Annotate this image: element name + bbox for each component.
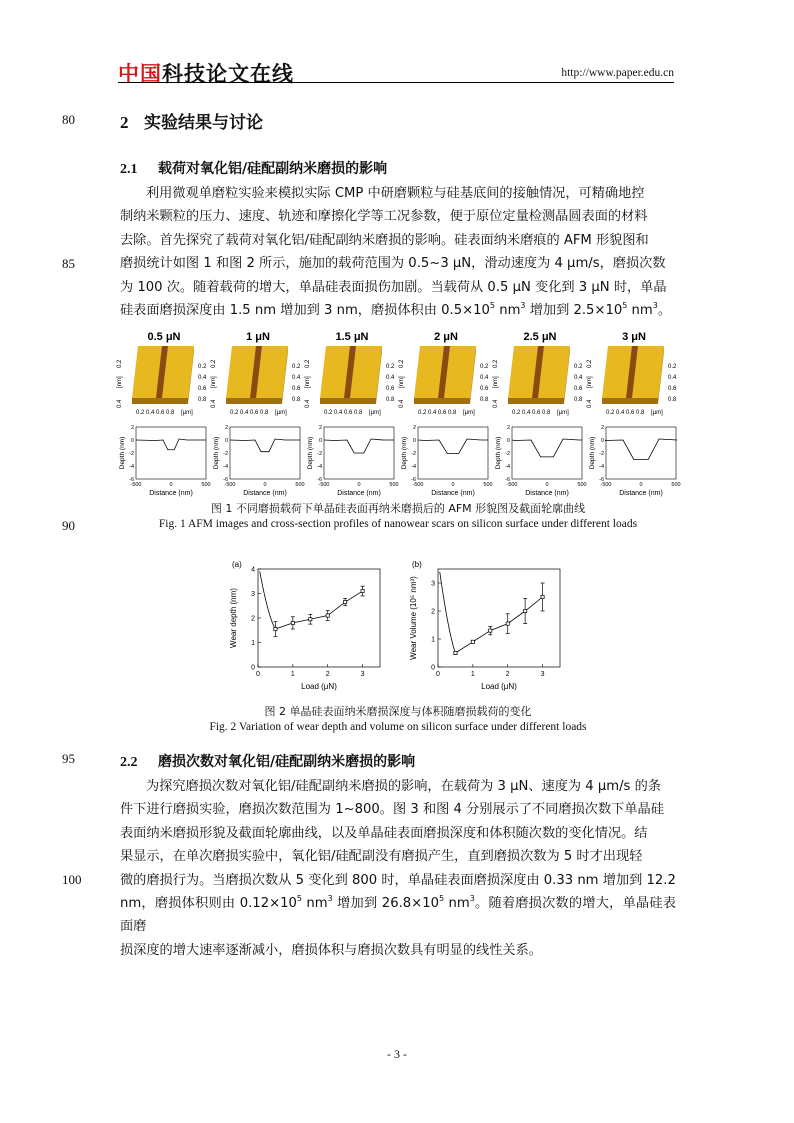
profile-y-tick-label: -4: [223, 464, 228, 470]
profile-y-tick-label: -6: [505, 477, 510, 483]
profile-x-tick-label: 500: [483, 482, 493, 488]
afm-bottom-unit: [μm]: [181, 410, 193, 416]
profile-frame: [606, 427, 676, 479]
afm-right-tick-label: 0.2: [198, 364, 207, 370]
profile-y-tick-label: 0: [506, 438, 510, 444]
afm-right-tick-label: 0.2: [480, 364, 489, 370]
afm-front-face: [320, 398, 376, 404]
afm-left-tick-label: 0.4: [117, 399, 123, 408]
afm-bottom-tick-label: 0.6: [626, 410, 635, 416]
profile-x-tick-label: 0: [639, 482, 643, 488]
chart-y-label: Wear depth (nm): [229, 588, 238, 648]
afm-left-tick-label: 0.4: [305, 399, 311, 408]
chart-data-point: [524, 609, 527, 612]
afm-bottom-tick-label: 0.2: [606, 410, 615, 416]
chart-y-tick-label: 3: [431, 580, 435, 588]
afm-bottom-unit: [μm]: [651, 410, 663, 416]
paragraph-2-2: 为探究磨损次数对氧化铝/硅配副纳米磨损的影响，在载荷为 3 μN、速度为 4 μm/s 的条 件下进行磨损实验，磨损次数范围为 1~800。图 3 和图 4 分别展示了不同磨损次数下单晶硅 表面纳米磨损形貌及截面轮廓曲线，以及单晶硅表面磨损深度和体积随次数的变化情况。结 果显示，在单次磨损实验中，氧化铝/硅配副没有磨损产生，直到磨损次数为 5 时才出现轻 微的磨损行为。当磨损次数从 5 变化到 800 时，单晶硅表面磨损深度由 0.33 nm 增加到 12.2 nm，磨损体积则由 $0.12\times 10^5$ $nm^3$ 增加到 $26.8\times 10^5$ $nm^3$。随着磨损次数的增大，单晶硅表面磨 损深度的增大速率逐渐减小，磨损体积与磨损次数具有明显的线性关系。: [120, 779, 676, 958]
chart-data-point: [489, 629, 492, 632]
chart-y-tick-label: 2: [251, 615, 255, 623]
chart-data-point: [326, 614, 329, 617]
line-number: 95: [62, 751, 75, 766]
profile-x-tick-label: 0: [357, 482, 361, 488]
figure-1-caption-en: Fig. 1 AFM images and cross-section profiles of nanowear scars on silicon surface under different loads: [158, 518, 638, 530]
afm-left-tick-label: 0.2: [399, 359, 405, 368]
chart-x-tick-label: 3: [540, 671, 545, 678]
line-number: 80: [62, 112, 75, 127]
afm-right-tick-label: 0.8: [480, 397, 489, 403]
afm-right-tick-label: 0.2: [668, 364, 677, 370]
afm-bottom-tick-label: 0.6: [532, 410, 541, 416]
profile-y-tick-label: 2: [412, 425, 416, 431]
afm-front-face: [602, 398, 658, 404]
profile-y-tick-label: -2: [317, 451, 322, 457]
afm-right-tick-label: 0.8: [574, 397, 583, 403]
chart-x-label: Load (μN): [301, 682, 337, 691]
profile-x-label: Distance (nm): [525, 490, 569, 497]
afm-left-unit: [nm]: [399, 376, 405, 388]
line-number: 85: [62, 256, 75, 271]
profile-y-tick-label: -4: [505, 464, 510, 470]
afm-bottom-tick-label: 0.2: [136, 410, 145, 416]
profile-y-tick-label: -6: [129, 477, 134, 483]
afm-left-tick-label: 0.2: [211, 359, 217, 368]
afm-load-label: 1 μN: [246, 331, 270, 343]
afm-right-tick-label: 0.4: [480, 375, 489, 381]
chart-y-tick-label: 2: [431, 608, 435, 616]
profile-x-tick-label: 500: [577, 482, 587, 488]
afm-front-face: [414, 398, 470, 404]
chart-data-point: [506, 622, 509, 625]
profile-x-tick-label: -500: [412, 482, 424, 488]
afm-left-tick-label: 0.4: [211, 399, 217, 408]
afm-left-tick-label: 0.4: [493, 399, 499, 408]
profile-y-label: Depth (nm): [307, 436, 314, 470]
chart-y-label: Wear Volume (10⁵ nm³): [409, 576, 418, 660]
chart-x-tick-label: 0: [256, 671, 260, 678]
chart-x-tick-label: 2: [505, 671, 510, 678]
afm-right-tick-label: 0.2: [386, 364, 395, 370]
afm-right-tick-label: 0.4: [198, 375, 207, 381]
chart-data-point: [274, 627, 277, 630]
profile-x-label: Distance (nm): [619, 490, 663, 497]
chart-y-tick-label: 4: [251, 566, 255, 574]
afm-right-tick-label: 0.6: [198, 386, 207, 392]
afm-front-face: [132, 398, 188, 404]
profile-y-tick-label: -6: [317, 477, 322, 483]
afm-bottom-tick-label: 0.2: [418, 410, 427, 416]
profile-y-tick-label: 2: [318, 425, 322, 431]
afm-bottom-tick-label: 0.2: [512, 410, 521, 416]
profile-y-tick-label: -4: [129, 464, 134, 470]
profile-curve: [605, 439, 677, 460]
line-number: 100: [62, 872, 82, 887]
profile-y-tick-label: -2: [411, 451, 416, 457]
chart-panel-label: (a): [232, 560, 242, 569]
chart-x-tick-label: 0: [436, 671, 440, 678]
profile-x-tick-label: -500: [224, 482, 236, 488]
site-logo: 中国科技论文在线: [118, 62, 294, 86]
chart-x-tick-label: 3: [360, 671, 365, 678]
profile-curve: [230, 439, 300, 452]
afm-bottom-tick-label: 0.4: [428, 410, 437, 416]
afm-bottom-tick-label: 0.2: [230, 410, 239, 416]
profile-x-tick-label: 0: [169, 482, 173, 488]
profile-y-tick-label: 0: [318, 438, 322, 444]
afm-bottom-tick-label: 0.6: [250, 410, 259, 416]
figure-2-caption-en: Fig. 2 Variation of wear depth and volume on silicon surface under different loads: [209, 721, 587, 733]
profile-x-label: Distance (nm): [243, 490, 287, 497]
chart-x-tick-label: 2: [325, 671, 330, 678]
afm-left-tick-label: 0.4: [587, 399, 593, 408]
afm-bottom-tick-label: 0.6: [438, 410, 447, 416]
profile-y-tick-label: 2: [130, 425, 134, 431]
profile-curve: [324, 439, 394, 453]
afm-bottom-tick-label: 0.2: [324, 410, 333, 416]
afm-bottom-tick-label: 0.4: [240, 410, 249, 416]
afm-left-tick-label: 0.2: [493, 359, 499, 368]
chart-data-point: [361, 589, 364, 592]
profile-y-tick-label: 0: [130, 438, 134, 444]
afm-right-tick-label: 0.4: [292, 375, 301, 381]
afm-bottom-tick-label: 0.6: [156, 410, 165, 416]
profile-frame: [512, 427, 582, 479]
profile-y-tick-label: 0: [224, 438, 228, 444]
afm-right-tick-label: 0.8: [198, 397, 207, 403]
afm-right-tick-label: 0.2: [574, 364, 583, 370]
chart-y-tick-label: 1: [251, 640, 255, 647]
afm-left-unit: [nm]: [493, 376, 499, 388]
figure-1-caption-cn: 图 1 不同磨损载荷下单晶硅表面再纳米磨损后的 AFM 形貌图及截面轮廓曲线: [210, 502, 586, 515]
profile-y-tick-label: -2: [599, 451, 604, 457]
afm-right-tick-label: 0.2: [292, 364, 301, 370]
profile-curve: [136, 439, 206, 450]
afm-right-tick-label: 0.6: [668, 386, 677, 392]
afm-right-tick-label: 0.8: [386, 397, 395, 403]
chart-data-point: [454, 651, 457, 654]
profile-x-label: Distance (nm): [337, 490, 381, 497]
afm-left-unit: [nm]: [587, 376, 593, 388]
chart-data-point: [541, 595, 544, 598]
chart-x-tick-label: 1: [290, 671, 295, 678]
profile-y-tick-label: 2: [506, 425, 510, 431]
afm-front-face: [226, 398, 282, 404]
afm-bottom-tick-label: 0.8: [260, 410, 269, 416]
profile-y-tick-label: -2: [505, 451, 510, 457]
profile-x-tick-label: -500: [600, 482, 612, 488]
afm-left-tick-label: 0.2: [587, 359, 593, 368]
line-number: 90: [62, 518, 75, 533]
afm-bottom-tick-label: 0.4: [146, 410, 155, 416]
afm-bottom-unit: [μm]: [557, 410, 569, 416]
afm-bottom-tick-label: 0.4: [522, 410, 531, 416]
afm-left-tick-label: 0.2: [305, 359, 311, 368]
profile-y-label: Depth (nm): [401, 436, 408, 470]
afm-right-tick-label: 0.8: [292, 397, 301, 403]
afm-load-label: 2.5 μN: [523, 331, 557, 343]
chart-frame: [258, 569, 380, 667]
afm-load-label: 1.5 μN: [335, 331, 369, 343]
profile-y-tick-label: 0: [600, 438, 604, 444]
profile-x-tick-label: -500: [506, 482, 518, 488]
chart-data-point: [291, 621, 294, 624]
figure-2-caption-cn: 图 2 单晶硅表面纳米磨损深度与体积随磨损载荷的变化: [264, 705, 532, 718]
profile-curve: [512, 439, 582, 457]
subsection-heading-2-1: 2.1 载荷对氧化铝/硅配副纳米磨损的影响: [120, 161, 388, 177]
chart-x-label: Load (μN): [481, 682, 517, 691]
profile-x-tick-label: 500: [201, 482, 211, 488]
profile-frame: [230, 427, 300, 479]
header-rule: [118, 82, 674, 83]
chart-y-tick-label: 1: [431, 636, 435, 644]
profile-y-tick-label: -2: [129, 451, 134, 457]
afm-bottom-tick-label: 0.8: [542, 410, 551, 416]
chart-y-tick-label: 0: [251, 664, 255, 672]
chart-series-line: [440, 572, 543, 653]
afm-bottom-tick-label: 0.8: [354, 410, 363, 416]
figure-2: [222, 557, 584, 697]
afm-bottom-tick-label: 0.4: [334, 410, 343, 416]
chart-data-point: [309, 618, 312, 621]
afm-right-tick-label: 0.6: [574, 386, 583, 392]
profile-x-tick-label: -500: [130, 482, 142, 488]
afm-right-tick-label: 0.6: [480, 386, 489, 392]
afm-right-tick-label: 0.4: [574, 375, 583, 381]
profile-curve: [418, 439, 488, 454]
profile-y-tick-label: -2: [223, 451, 228, 457]
afm-right-tick-label: 0.6: [386, 386, 395, 392]
afm-bottom-tick-label: 0.8: [636, 410, 645, 416]
afm-left-tick-label: 0.2: [117, 359, 123, 368]
afm-load-label: 3 μN: [622, 331, 646, 343]
profile-y-tick-label: 2: [600, 425, 604, 431]
profile-x-tick-label: 0: [263, 482, 267, 488]
profile-y-tick-label: -4: [317, 464, 322, 470]
afm-right-tick-label: 0.6: [292, 386, 301, 392]
afm-bottom-unit: [μm]: [275, 410, 287, 416]
chart-data-point: [344, 600, 347, 603]
afm-bottom-unit: [μm]: [463, 410, 475, 416]
subsection-heading-2-2: 2.2 磨损次数对氧化铝/硅配副纳米磨损的影响: [120, 754, 416, 770]
afm-right-tick-label: 0.8: [668, 397, 677, 403]
afm-bottom-tick-label: 0.6: [344, 410, 353, 416]
profile-x-tick-label: -500: [318, 482, 330, 488]
profile-y-tick-label: -4: [599, 464, 604, 470]
profile-x-tick-label: 0: [545, 482, 549, 488]
profile-y-tick-label: 2: [224, 425, 228, 431]
afm-load-label: 2 μN: [434, 331, 458, 343]
afm-left-tick-label: 0.4: [399, 399, 405, 408]
afm-left-unit: [nm]: [117, 376, 123, 388]
profile-x-tick-label: 0: [451, 482, 455, 488]
profile-y-tick-label: -4: [411, 464, 416, 470]
afm-left-unit: [nm]: [211, 376, 217, 388]
afm-right-tick-label: 0.4: [668, 375, 677, 381]
profile-y-label: Depth (nm): [589, 436, 596, 470]
profile-y-label: Depth (nm): [495, 436, 502, 470]
header-url[interactable]: http://www.paper.edu.cn: [561, 67, 674, 79]
chart-y-tick-label: 0: [431, 664, 435, 672]
profile-y-tick-label: 0: [412, 438, 416, 444]
page-number: - 3 -: [387, 1047, 407, 1061]
profile-x-tick-label: 500: [389, 482, 399, 488]
profile-x-tick-label: 500: [295, 482, 305, 488]
afm-right-tick-label: 0.4: [386, 375, 395, 381]
afm-bottom-tick-label: 0.4: [616, 410, 625, 416]
profile-frame: [418, 427, 488, 479]
profile-y-tick-label: -6: [223, 477, 228, 483]
afm-front-face: [508, 398, 564, 404]
profile-frame: [136, 427, 206, 479]
profile-x-label: Distance (nm): [149, 490, 193, 497]
profile-y-label: Depth (nm): [119, 436, 126, 470]
afm-bottom-unit: [μm]: [369, 410, 381, 416]
profile-x-tick-label: 500: [671, 482, 681, 488]
afm-left-unit: [nm]: [305, 376, 311, 388]
afm-bottom-tick-label: 0.8: [448, 410, 457, 416]
profile-x-label: Distance (nm): [431, 490, 475, 497]
profile-y-tick-label: -6: [599, 477, 604, 483]
afm-bottom-tick-label: 0.8: [166, 410, 175, 416]
chart-y-tick-label: 3: [251, 591, 255, 598]
afm-load-label: 0.5 μN: [147, 331, 181, 343]
profile-y-label: Depth (nm): [213, 436, 220, 470]
figure-1: [118, 324, 686, 496]
chart-data-point: [471, 640, 474, 643]
paragraph-2-1: 利用微观单磨粒实验来模拟实际 CMP 中研磨颗粒与硅基底间的接触情况，可精确地控 制纳米颗粒的压力、速度、轨迹和摩擦化学等工况参数，便于原位定量检测晶圆表面的材料 去除。首先探究了载荷对氧化铝/硅配副纳米磨损的影响。硅表面纳米磨痕的 AFM 形貌图和 磨损统计如图 1 和图 2 所示，施加的载荷范围为 0.5~3 μN，滑动速度为 4 μm/s，磨损次数 为 100 次。随着载荷的增大，单晶硅表面损伤加剧。当载荷从 0.5 μN 变化到 3 μN 时，单晶 硅表面磨损深度由 1.5 nm 增加到 3 nm，磨损体积由 $0.5\times 10^5$ $nm^3$ 增加到 $2.5\times 10^5$ $nm^3$。: [120, 186, 672, 319]
chart-x-tick-label: 1: [470, 671, 475, 678]
profile-y-tick-label: -6: [411, 477, 416, 483]
section-heading: 2 实验结果与讨论: [120, 113, 263, 133]
chart-panel-label: (b): [412, 560, 422, 569]
